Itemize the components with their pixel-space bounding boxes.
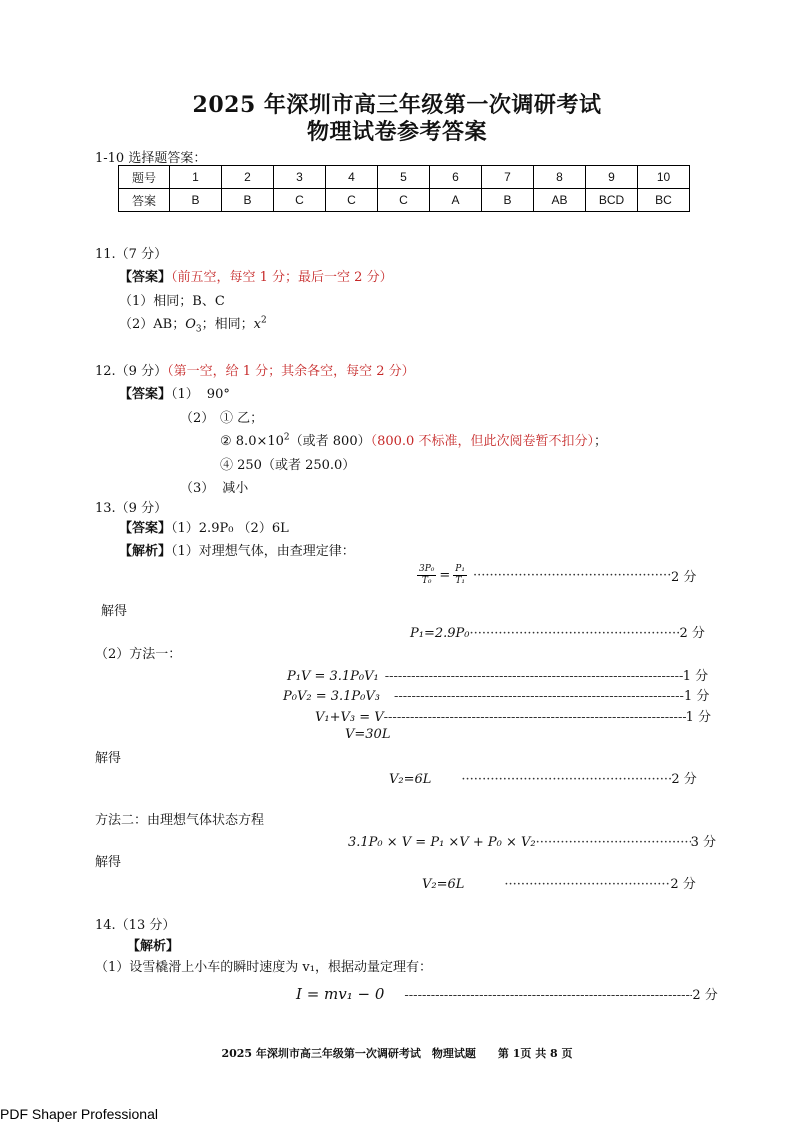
solve-label-2: 解得 xyxy=(95,751,122,766)
table-cell-answer: B xyxy=(170,189,222,212)
frac-num: P₁ xyxy=(455,564,465,574)
points-label: 2 分 xyxy=(679,626,705,641)
table-header-a: 答案 xyxy=(119,189,170,212)
dashed-leader xyxy=(384,710,686,725)
table-cell-question-number: 6 xyxy=(430,166,482,189)
answer-label: 【答案】 xyxy=(119,521,172,536)
dotted-leader xyxy=(536,835,691,850)
table-cell-question-number: 7 xyxy=(482,166,534,189)
q12-2b-tail: ； xyxy=(593,434,607,449)
fraction-left xyxy=(417,564,436,587)
table-cell-answer: BC xyxy=(638,189,690,212)
table-cell-answer: A xyxy=(430,189,482,212)
page-footer: 2025 年深圳市高三年级第一次调研考试 物理试题 第 1页 共 8 页 xyxy=(221,1047,573,1060)
table-row-question-numbers xyxy=(119,166,690,189)
table-header-q: 题号 xyxy=(119,166,170,189)
table-cell-answer: BCD xyxy=(586,189,638,212)
points-label: 3 分 xyxy=(690,835,716,850)
q13-heading: 13.（9 分） xyxy=(95,501,168,516)
q12-scoring-note: （第一空，给 1 分；其余各空，每空 2 分） xyxy=(167,364,415,379)
q14-impulse-equation xyxy=(296,984,718,1003)
points-label: 2 分 xyxy=(670,570,697,585)
q11-part2-b: ；相同； xyxy=(201,317,254,332)
method-1-eq-2 xyxy=(283,685,709,704)
mc-heading: 1-10 选择题答案： xyxy=(95,151,207,166)
dotted-leader xyxy=(469,626,679,641)
q11-o-symbol: O xyxy=(185,317,196,332)
table-cell-answer: C xyxy=(326,189,378,212)
equation-text: I = mv₁ − 0 xyxy=(296,985,385,1003)
table-cell-answer: C xyxy=(274,189,326,212)
q13-result-1 xyxy=(410,622,705,641)
dotted-leader xyxy=(473,568,671,583)
solve-label-3: 解得 xyxy=(95,855,122,870)
points-label: 2 分 xyxy=(671,772,697,787)
q11-scoring-note: （前五空，每空 1 分；最后一空 2 分） xyxy=(171,270,393,285)
equation-text: P₀V₂ = 3.1P₀V₃ xyxy=(283,689,380,704)
q12-p1-answer: 90° xyxy=(206,387,230,402)
result-text: V₂=6L xyxy=(389,772,432,787)
q11-x-sup: 2 xyxy=(260,315,267,326)
method-1-v: V=30L xyxy=(345,727,391,742)
watermark-text: PDF Shaper Professional xyxy=(0,1106,158,1122)
q12-p3-label: （3） xyxy=(180,481,215,496)
q12-heading xyxy=(95,360,415,379)
table-cell-question-number: 8 xyxy=(534,166,586,189)
points-label: 2 分 xyxy=(692,988,718,1003)
table-cell-question-number: 2 xyxy=(222,166,274,189)
q13-result-2 xyxy=(389,768,697,787)
q12-part2-b xyxy=(220,430,607,449)
q13-charles-equation xyxy=(417,564,696,587)
q14-heading: 14.（13 分） xyxy=(95,918,176,933)
mc-answer-table xyxy=(118,165,690,212)
q12-part2-label: （2） xyxy=(180,411,215,426)
solve-label: 解得 xyxy=(101,604,128,619)
equation-text: V₁+V₃ = V xyxy=(315,710,384,725)
method-1-eq-1 xyxy=(287,665,708,684)
q12-part2-a: ① 乙； xyxy=(220,411,264,426)
frac-den: T₀ xyxy=(421,576,432,586)
table-cell-answer: C xyxy=(378,189,430,212)
q12-p3-answer: 减小 xyxy=(222,481,249,496)
equation-text: P₁V = 3.1P₀V₁ xyxy=(287,669,379,684)
q13-answer-text: （1）2.9P₀ （2）6L xyxy=(171,521,289,536)
q13-result-3 xyxy=(422,873,696,892)
table-cell-question-number: 4 xyxy=(326,166,378,189)
method-1-heading: （2）方法一： xyxy=(95,647,182,662)
table-cell-question-number: 10 xyxy=(638,166,690,189)
table-cell-question-number: 1 xyxy=(170,166,222,189)
q12-part3 xyxy=(180,477,248,496)
q14-analysis-label: 【解析】 xyxy=(127,939,180,954)
result-text: V₂=6L xyxy=(422,877,465,892)
table-row-answers xyxy=(119,189,690,212)
q11-o-sub: 3 xyxy=(195,324,202,335)
q11-part2-a: （2）AB； xyxy=(119,317,186,332)
result-text: P₁=2.9P₀ xyxy=(410,626,470,641)
answer-label: 【答案】 xyxy=(119,387,172,402)
q12-2b-sup: 2 xyxy=(283,432,290,443)
q12-2b-post: （或者 800） xyxy=(289,434,371,449)
table-cell-question-number: 3 xyxy=(274,166,326,189)
q11-part2 xyxy=(119,313,267,335)
q11-x-symbol: x xyxy=(253,317,261,332)
q11-heading: 11.（7 分） xyxy=(95,247,168,262)
q12-part1 xyxy=(119,383,230,402)
q13-answer xyxy=(119,517,289,536)
dashed-leader xyxy=(385,669,683,684)
q12-part2-c: ④ 250（或者 250.0） xyxy=(220,458,356,473)
points-label: 2 分 xyxy=(670,877,696,892)
q12-head-text: 12.（9 分） xyxy=(95,364,168,379)
dashed-leader xyxy=(404,988,692,1003)
method-1-eq-3 xyxy=(315,706,711,725)
q12-p1-label: （1） xyxy=(171,387,199,402)
analysis-label: 【解析】 xyxy=(119,544,172,559)
equals-sign: = xyxy=(439,568,451,583)
fraction-right xyxy=(453,564,467,587)
equation-text: 3.1P₀ × V = P₁ ×V + P₀ × V₂ xyxy=(348,835,536,850)
points-label: 1 分 xyxy=(683,689,710,704)
points-label: 1 分 xyxy=(685,710,712,725)
dotted-leader xyxy=(461,772,671,787)
q14-part1: （1）设雪橇滑上小车的瞬时速度为 v₁，根据动量定理有： xyxy=(95,960,432,975)
q11-part1: （1）相同；B、C xyxy=(119,294,225,309)
frac-den: T₁ xyxy=(455,576,465,586)
table-cell-question-number: 9 xyxy=(586,166,638,189)
method-2-equation xyxy=(348,831,716,850)
frac-num: 3P₀ xyxy=(419,564,435,574)
table-cell-answer: B xyxy=(482,189,534,212)
dashed-leader xyxy=(394,689,684,704)
table-cell-question-number: 5 xyxy=(378,166,430,189)
dotted-leader xyxy=(504,877,670,892)
points-label: 1 分 xyxy=(682,669,709,684)
exam-title: 2025 年深圳市高三年级第一次调研考试 xyxy=(192,92,602,118)
exam-subtitle: 物理试卷参考答案 xyxy=(306,119,487,145)
q13-analysis xyxy=(119,540,355,559)
table-cell-answer: B xyxy=(222,189,274,212)
table-cell-answer: AB xyxy=(534,189,586,212)
method-2-heading: 方法二：由理想气体状态方程 xyxy=(95,813,265,828)
q12-2b-note: （800.0 不标准，但此次阅卷暂不扣分） xyxy=(370,434,594,449)
q13-analysis-text: （1）对理想气体，由查理定律： xyxy=(171,544,355,559)
q12-2b-pre: ② 8.0×10 xyxy=(220,434,284,449)
q11-answer-line xyxy=(119,266,393,285)
answer-label: 【答案】 xyxy=(119,270,172,285)
